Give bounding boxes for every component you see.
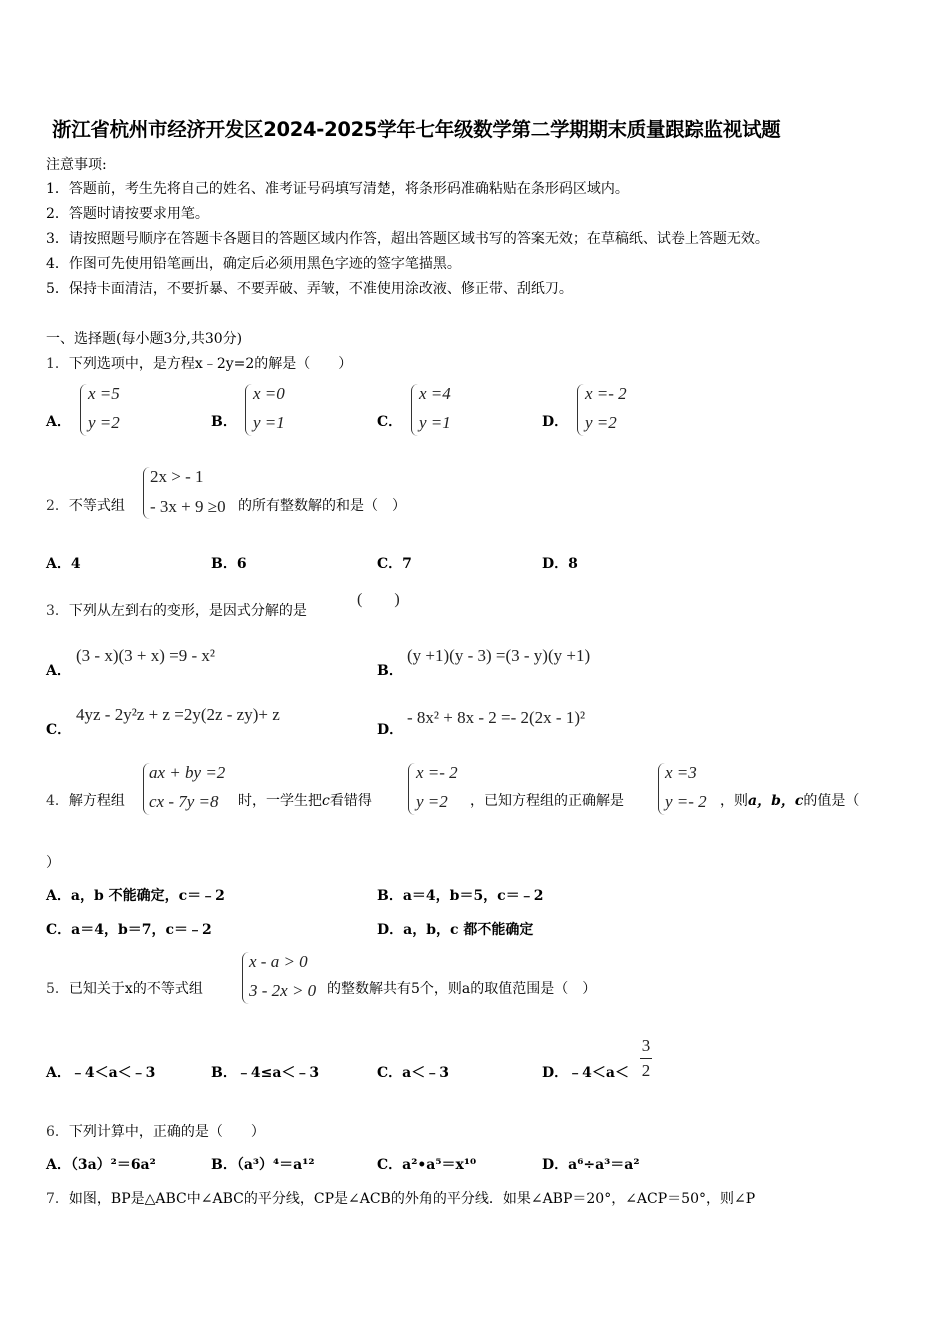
- brace: [658, 763, 665, 815]
- equation-line: cx - 7y =8: [149, 792, 219, 811]
- option-text: a＝4，b＝5，c＝﹣2: [402, 888, 544, 904]
- question-number: 4．: [46, 793, 69, 809]
- equation-line: y =1: [419, 413, 451, 432]
- question-number: 3．: [46, 603, 69, 619]
- equation-line: y =- 2: [665, 792, 707, 811]
- option-label: D．: [542, 1157, 569, 1173]
- question-4: [46, 790, 125, 810]
- option-label: B．: [211, 1065, 237, 1081]
- equation-line: y =2: [88, 413, 120, 432]
- question-number: 2．: [46, 498, 69, 514]
- question-text: 不等式组: [68, 498, 125, 514]
- option-label: A．: [46, 888, 71, 904]
- option-text: ﹣4≤a＜﹣3: [236, 1065, 320, 1081]
- question-text: 的整数解共有5个，则a的取值范围是（ ）: [327, 981, 597, 997]
- brace: [411, 384, 418, 436]
- option-label: C．: [46, 722, 72, 738]
- expression: - 8x² + 8x - 2 =- 2(2x - 1)²: [407, 708, 586, 727]
- option-label: B．: [377, 663, 403, 679]
- option-label: C．: [46, 922, 72, 938]
- inequality-line: 3 - 2x > 0: [249, 981, 317, 1000]
- equation-line: ax + by =2: [149, 763, 226, 782]
- notice-item: 4．作图可先使用铅笔画出，确定后必须用黑色字迹的签字笔描黑。: [46, 256, 461, 272]
- fraction-bar: [640, 1058, 652, 1059]
- notice-item: 1．答题前，考生先将自己的姓名、准考证号码填写清楚，将条形码准确粘贴在条形码区域内。: [46, 181, 629, 197]
- equation-line: x =4: [419, 384, 451, 403]
- variable: c: [322, 793, 330, 809]
- fraction: [640, 1036, 652, 1081]
- notice-item: 5．保持卡面清洁，不要折暴、不要弄破、弄皱，不准使用涂改液、修正带、刮纸刀。: [46, 281, 573, 297]
- equation-line: x =5: [88, 384, 120, 403]
- answer-paren: ( ): [357, 591, 400, 608]
- fraction-numerator: 3: [641, 1036, 651, 1055]
- equation-line: y =2: [416, 792, 448, 811]
- option: [211, 1154, 315, 1174]
- expression: (y +1)(y - 3) =(3 - y)(y +1): [407, 646, 591, 665]
- option: [377, 1062, 449, 1082]
- option-text: （a³）⁴＝a¹²: [236, 1157, 315, 1173]
- option-label: A．: [46, 414, 71, 430]
- expression: 4yz - 2y²z + z =2y(2z - zy)+ z: [76, 705, 280, 724]
- variables: a，b，c: [748, 793, 804, 809]
- text-segment: 时，一学生把: [238, 793, 322, 809]
- brace: [408, 763, 415, 815]
- option-text: ﹣4＜a＜﹣3: [70, 1065, 156, 1081]
- option: [46, 1154, 156, 1174]
- option-label: A．: [46, 1065, 71, 1081]
- brace: [242, 952, 249, 1004]
- option-text: （3a）²＝6a²: [70, 1157, 156, 1173]
- option-label: D．: [542, 414, 569, 430]
- equation-line: x =3: [665, 763, 697, 782]
- equation-line: x =- 2: [416, 763, 458, 782]
- option-label: A．: [46, 556, 71, 572]
- option: [542, 553, 578, 573]
- question-text: 下列选项中，是方程x﹣2y=2的解是（ ）: [68, 356, 353, 372]
- option-text: a＝4，b＝7，c＝﹣2: [71, 922, 212, 938]
- expression: (3 - x)(3 + x) =9 - x²: [76, 646, 215, 665]
- option-label: B．: [377, 888, 403, 904]
- option: [211, 1062, 319, 1082]
- option-label: D．: [377, 722, 404, 738]
- question-text: 已知关于x的不等式组: [68, 981, 203, 997]
- option-label: D．: [377, 922, 404, 938]
- brace: [577, 384, 584, 436]
- question-3: [46, 600, 307, 620]
- option: [46, 1062, 155, 1082]
- option-value: 6: [236, 556, 247, 572]
- question-6: [46, 1121, 265, 1141]
- option: [377, 919, 533, 939]
- option: [46, 553, 81, 573]
- notice-heading: 注意事项:: [46, 157, 107, 173]
- notice-item: 2．答题时请按要求用笔。: [46, 206, 209, 222]
- question-text: ，已知方程组的正确解是: [470, 793, 624, 809]
- option: [211, 553, 247, 573]
- option-label: A．: [46, 1157, 71, 1173]
- option: [542, 1154, 639, 1174]
- brace: [80, 384, 87, 436]
- option-text: a⁶÷a³＝a²: [568, 1157, 640, 1173]
- question-text: 的所有整数解的和是（ ）: [238, 498, 406, 514]
- equation-line: y =1: [253, 413, 285, 432]
- option-text: a²•a⁵＝x¹⁰: [402, 1157, 477, 1173]
- notice-item: 3．请按照题号顺序在答题卡各题目的答题区域内作答，超出答题区域书写的答案无效；在草稿纸、试卷上答题无效。: [46, 231, 769, 247]
- option: [46, 885, 225, 905]
- option: [377, 885, 543, 905]
- option-label: C．: [377, 414, 403, 430]
- inequality-line: - 3x + 9 ≥0: [150, 497, 226, 516]
- question-text: [720, 790, 859, 810]
- option-label: C．: [377, 1157, 403, 1173]
- option-label: B．: [211, 1157, 237, 1173]
- question-number: 1．: [46, 356, 69, 372]
- question-number: 5．: [46, 981, 69, 997]
- option: [46, 919, 212, 939]
- inequality-line: 2x > - 1: [150, 467, 204, 486]
- equation-line: y =2: [585, 413, 617, 432]
- question-text: 解方程组: [68, 793, 125, 809]
- question-text: [238, 790, 372, 810]
- question-text: 如图，BP是△ABC中∠ABC的平分线，CP是∠ACB的外角的平分线．如果∠ABP＝20°，∠ACP＝50°，则∠P: [68, 1191, 756, 1207]
- equation-line: x =0: [253, 384, 285, 403]
- option: [377, 1154, 476, 1174]
- option-label: D．: [542, 1065, 569, 1081]
- question-2: [46, 495, 125, 515]
- text-segment: ，则: [720, 793, 748, 809]
- option: [542, 1062, 629, 1082]
- option-text: a，b 不能确定，c＝﹣2: [70, 888, 225, 904]
- question-text: 下列计算中，正确的是（ ）: [68, 1124, 265, 1140]
- option-value: 4: [70, 556, 81, 572]
- option: [377, 553, 412, 573]
- option-label: D．: [542, 556, 569, 572]
- question-1: [46, 353, 352, 373]
- option-value: 7: [402, 556, 412, 572]
- option-text: a＜﹣3: [402, 1065, 449, 1081]
- inequality-line: x - a > 0: [249, 952, 308, 971]
- option-text: ﹣4＜a＜: [568, 1065, 629, 1081]
- text-segment: 的值是（: [803, 793, 860, 809]
- option-label: C．: [377, 1065, 403, 1081]
- equation-line: x =- 2: [585, 384, 627, 403]
- option-text: a，b，c 都不能确定: [403, 922, 534, 938]
- section-heading: 一、选择题(每小题3分,共30分): [46, 331, 243, 347]
- option-label: A．: [46, 663, 71, 679]
- question-7: [46, 1188, 755, 1208]
- option-label: C．: [377, 556, 403, 572]
- fraction-denominator: 2: [641, 1061, 651, 1080]
- option-label: B．: [211, 556, 237, 572]
- brace: [245, 384, 252, 436]
- question-text: 下列从左到右的变形，是因式分解的是: [68, 603, 307, 619]
- question-5: [46, 978, 203, 998]
- page-title: 浙江省杭州市经济开发区2024-2025学年七年级数学第二学期期末质量跟踪监视试题: [52, 118, 781, 141]
- text-segment: 看错得: [329, 793, 372, 809]
- question-number: 6．: [46, 1124, 69, 1140]
- question-text: ）: [46, 855, 60, 871]
- brace: [143, 467, 150, 519]
- option-label: B．: [211, 414, 237, 430]
- question-number: 7．: [46, 1191, 69, 1207]
- option-value: 8: [568, 556, 578, 572]
